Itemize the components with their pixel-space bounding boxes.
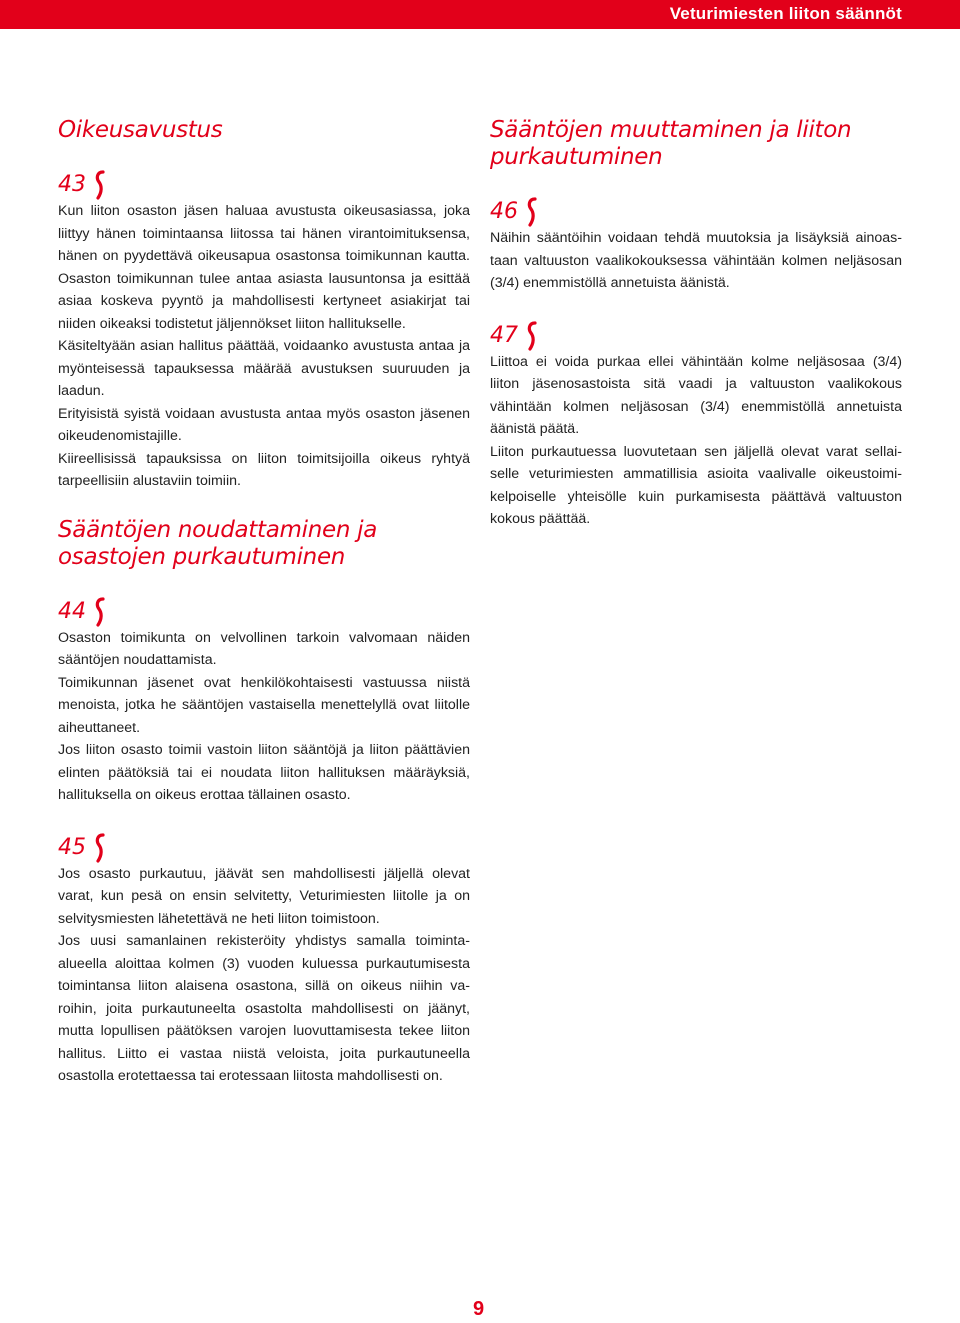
- document-title: Veturimiesten liiton säännöt: [669, 4, 902, 23]
- header-bar: [0, 0, 960, 29]
- left-column: [58, 117, 470, 1088]
- paragraph-number-43: [58, 170, 470, 200]
- paragraph-text: Erityisistä syistä voidaan avustusta antaa myös osaston jäsenen oikeudenomistajille.: [58, 405, 470, 444]
- paragraph-text: Jos osasto purkautuu, jäävät sen mahdollisesti jäljellä olevat varat, kun pesä on ensin selvitetty, Veturimiesten liitolle ja on selvitysmiesten lähetettävä ne heti liiton toimistoon.: [58, 865, 470, 927]
- paragraph-text: Osaston toimikunta on velvollinen tarkoin valvomaan näiden sääntöjen noudattamista.: [58, 629, 470, 668]
- paragraph-text: Jos liiton osasto toimii vastoin liiton sääntöjä ja liiton päättävien elinten päätöksiä tai ei noudata liiton hallituksen määräyksiä, hallituksella on oikeus erottaa tällainen osasto.: [58, 742, 470, 803]
- paragraph-number-47: [490, 321, 902, 351]
- section-heading-saantojen-muuttaminen: Sääntöjen muuttaminen ja liiton purkautuminen: [490, 117, 852, 170]
- paragraph-number-45: [58, 833, 470, 863]
- paragraph-text: Käsiteltyään asian hallitus päättää, voidaanko avustusta antaa ja myönteisessä tapauksessa määrää avustuksen suuruuden ja laadun.: [58, 338, 470, 399]
- paragraph-number-text: 47: [490, 322, 518, 348]
- paragraph-number-text: 43: [58, 172, 86, 197]
- paragraph-text: Toimikunnan jäsenet ovat henkilökohtaisesti vastuussa niistä menoista, jotka he sääntöjen vastaisella menettelyllä ovat liitolle aiheuttaneet.: [58, 674, 470, 736]
- section-sign-icon: [524, 321, 540, 351]
- paragraph-number-text: 45: [58, 834, 86, 860]
- paragraph-number-44: [58, 597, 470, 627]
- section-sign-icon: [524, 197, 540, 227]
- paragraph-number-text: 44: [58, 598, 86, 624]
- paragraph-number-46: [490, 197, 902, 227]
- section-heading-oikeusavustus: Oikeusavustus: [58, 117, 223, 143]
- section-sign-icon: [92, 833, 108, 863]
- section-sign-icon: [92, 170, 108, 200]
- paragraph-text: Liiton purkautuessa luovutetaan sen jäljellä olevat varat sellaiselle veturimiesten ammatillisia asioita vaalivalle oikeustoimikelpoiselle yhteisölle kuin purkamisesta päättävä valtuuston kokous päättää.: [490, 443, 902, 527]
- paragraph-text: Näihin sääntöihin voidaan tehdä muutoksia ja lisäyksiä ainoastaan valtuuston vaalikokouksessa vähintään kolmen neljäsosan (3/4) enemmistöllä annetuista äänistä.: [490, 230, 902, 291]
- right-column: [490, 117, 902, 531]
- paragraph-text: Kun liiton osaston jäsen haluaa avustusta oikeusasiassa, joka liittyy hänen toimintaansa liitossa tai hänen virantoimituksensa, hänen on pyydettävä oikeusapua osastonsa toimikunnan kautta. Osaston toimikunnan tulee antaa asiasta lausuntonsa ja esittää asiaa koskeva pyyntö ja mahdollisesti kertyneet asiakirjat tai niiden oikeaksi todistetut jäljennökset liiton hallitukselle.: [58, 203, 470, 332]
- paragraph-number-text: 46: [490, 199, 518, 224]
- section-heading-saantojen-noudattaminen: Sääntöjen noudattaminen ja osastojen purkautuminen: [58, 516, 378, 570]
- section-sign-icon: [92, 597, 108, 627]
- paragraph-text: Jos uusi samanlainen rekisteröity yhdistys samalla toiminta- alueella aloittaa kolmen (3) vuoden kuluessa purkautumisesta toimintansa liiton alaisena osastona, sillä on oikeus niihin varoihin, joita purkautuneelta osastolta mahdollisesti on jäänyt, mutta lopullisen päätöksen varojen luovuttamisesta tekee liiton hallitus. Liitto ei vastaa niistä veloista, joita purkautuneella osastolla erotettaessa tai erotessaan liitosta mahdollisesti on.: [58, 933, 470, 1084]
- page-number: 9: [473, 1298, 485, 1320]
- paragraph-text: Kiireellisissä tapauksissa on liiton toimitsijoilla oikeus ryhtyä tarpeellisiin alustaviin toimiin.: [58, 450, 470, 489]
- paragraph-text: Liittoa ei voida purkaa ellei vähintään kolme neljäsosaa (3/4) liiton jäsenosastoista sitä vaadi ja valtuuston vaalikokous vähintään kolmen neljäsosan (3/4) enemmistöllä annetuista äänistä päätä.: [490, 353, 902, 437]
